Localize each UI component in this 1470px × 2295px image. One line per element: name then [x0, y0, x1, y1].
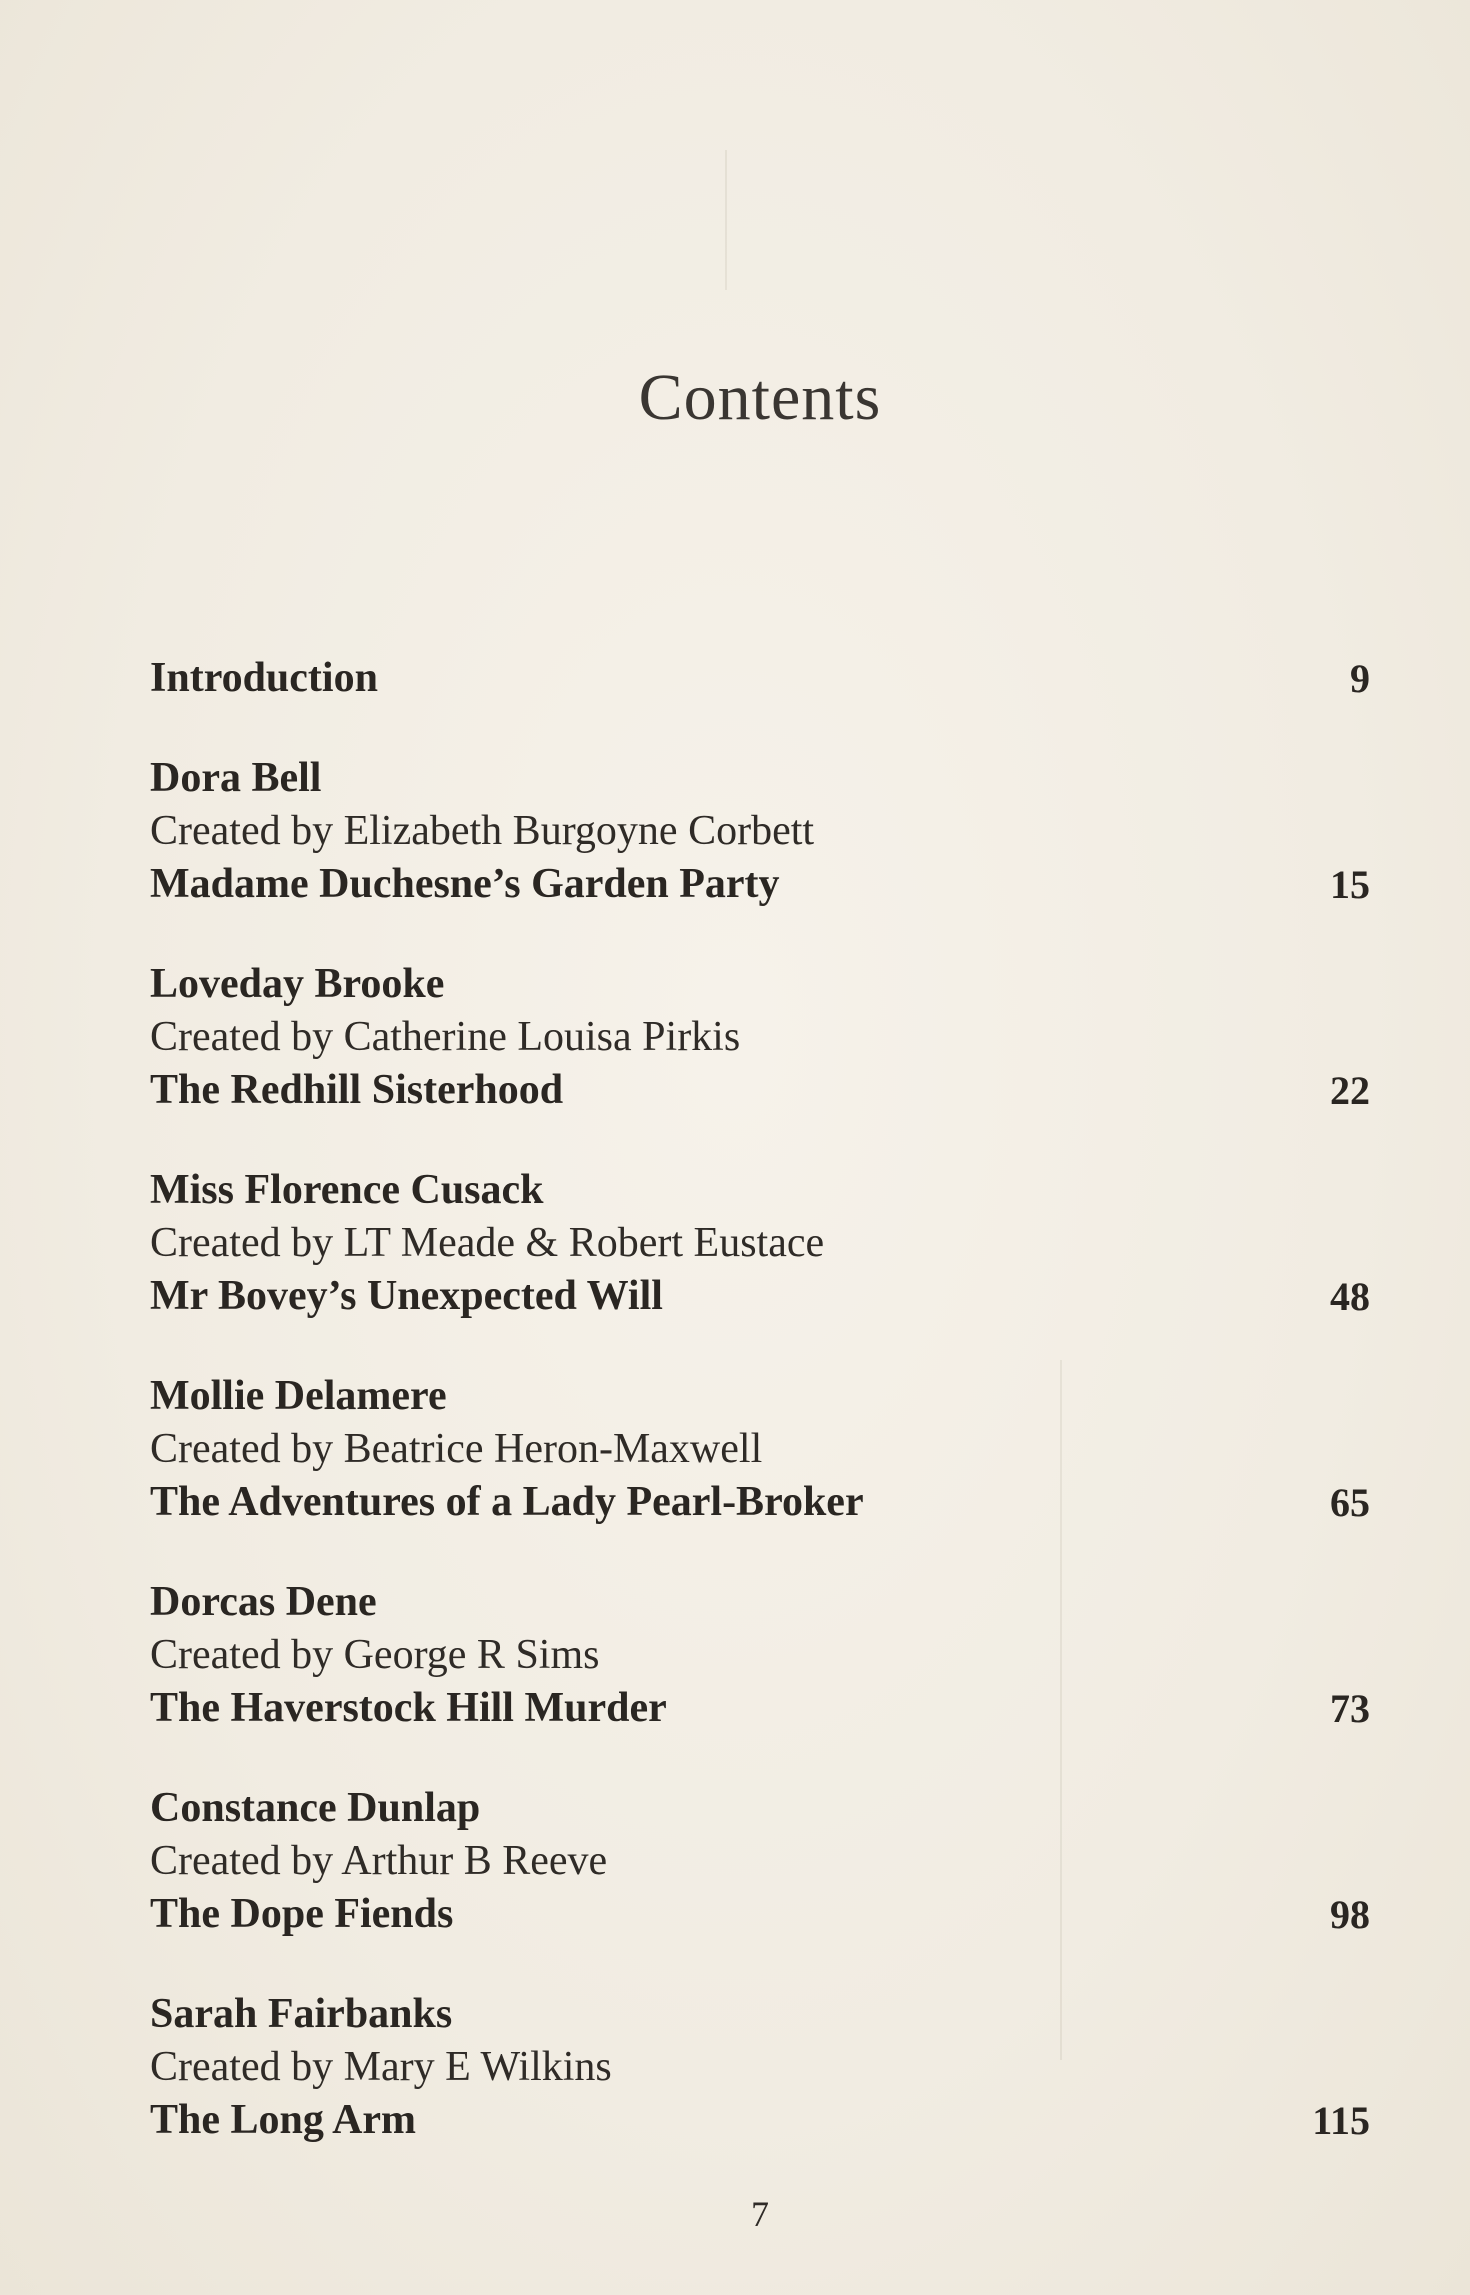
detective-name: Sarah Fairbanks — [150, 1991, 453, 2037]
detective-name: Dora Bell — [150, 755, 322, 801]
story-title: The Haverstock Hill Murder — [150, 1685, 667, 1731]
toc-entry — [150, 1370, 1370, 1529]
creator-credit: Created by LT Meade & Robert Eustace — [150, 1220, 825, 1266]
detective-name: Miss Florence Cusack — [150, 1167, 544, 1213]
creator-credit: Created by Arthur B Reeve — [150, 1838, 608, 1884]
folio-page-number: 7 — [751, 2194, 769, 2234]
toc-entry — [150, 1576, 1370, 1735]
creator-credit: Created by Catherine Louisa Pirkis — [150, 1014, 741, 1060]
story-title: The Adventures of a Lady Pearl-Broker — [150, 1479, 864, 1525]
creator-credit: Created by Elizabeth Burgoyne Corbett — [150, 808, 815, 854]
creator-credit: Created by George R Sims — [150, 1632, 600, 1678]
page-number: 73 — [1330, 1686, 1370, 1731]
table-of-contents — [150, 652, 1370, 2194]
toc-entry — [150, 958, 1370, 1117]
story-title: The Long Arm — [150, 2097, 417, 2143]
detective-name: Dorcas Dene — [150, 1579, 377, 1625]
story-title: The Dope Fiends — [150, 1891, 454, 1937]
creator-credit: Created by Mary E Wilkins — [150, 2044, 612, 2090]
introduction-label: Introduction — [150, 655, 378, 701]
story-title: The Redhill Sisterhood — [150, 1067, 564, 1113]
page-number: 22 — [1330, 1068, 1370, 1113]
detective-name: Mollie Delamere — [150, 1373, 447, 1419]
toc-entry — [150, 1988, 1370, 2147]
story-title: Mr Bovey’s Unexpected Will — [150, 1273, 663, 1319]
toc-entry-introduction — [150, 652, 1370, 705]
page-number: 15 — [1330, 862, 1370, 907]
page-number: 65 — [1330, 1480, 1370, 1525]
story-title: Madame Duchesne’s Garden Party — [150, 861, 780, 907]
page-number: 115 — [1312, 2098, 1370, 2143]
creator-credit: Created by Beatrice Heron-Maxwell — [150, 1426, 763, 1472]
page-title: Contents — [638, 361, 882, 434]
toc-entry — [150, 752, 1370, 911]
toc-entry — [150, 1164, 1370, 1323]
detective-name: Constance Dunlap — [150, 1785, 481, 1831]
page-number: 98 — [1330, 1892, 1370, 1937]
page-number: 9 — [1350, 656, 1370, 701]
paper-crease — [725, 150, 727, 290]
page-number: 48 — [1330, 1274, 1370, 1319]
toc-entry — [150, 1782, 1370, 1941]
detective-name: Loveday Brooke — [150, 961, 445, 1007]
